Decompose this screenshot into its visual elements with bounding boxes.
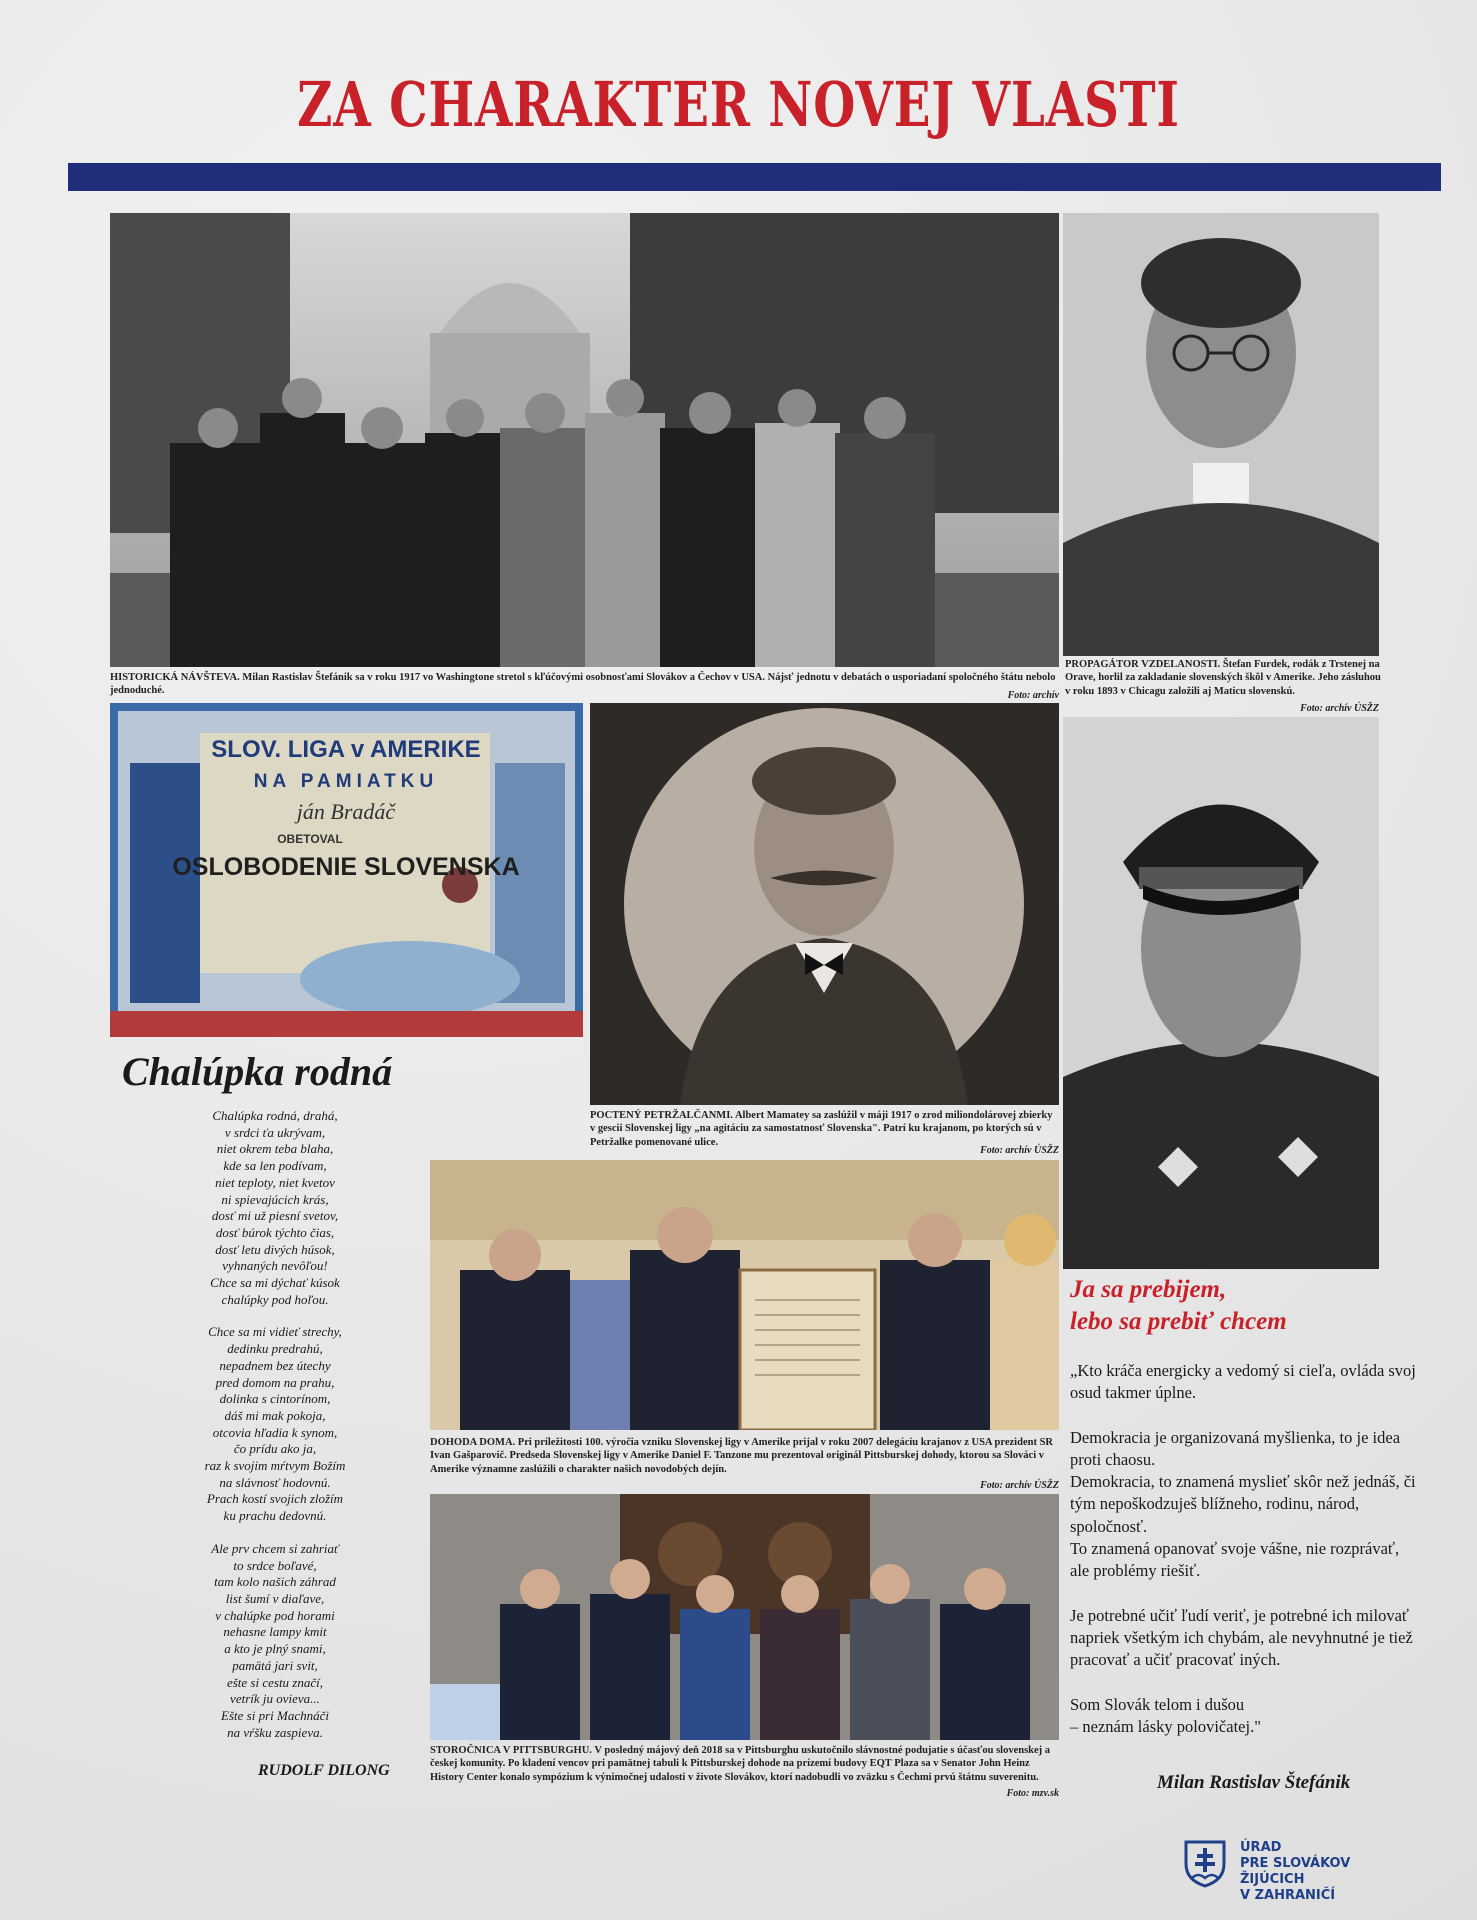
- quote-paragraph-2: Demokracia je organizovaná myšlienka, to je idea proti chaosu. Demokracia, to znamená myslieť skôr než jednáš, či tým nepoškodzuješ blížneho, rodinu, národ, spoločnosť. To znamená opanovať svoje vášne, nie rozprávať, ale problémy riešiť.: [1070, 1427, 1416, 1581]
- photo-washington-visit: [110, 213, 1059, 667]
- certificate-line-4: OBETOVAL: [277, 832, 343, 846]
- photo-slovak-league-certificate: [110, 703, 583, 1037]
- caption-mamatey: POCTENÝ PETRŽALČANMI. Albert Mamatey sa zaslúžil v máji 1917 o zrod miliondolárovej zbierky v gescii Slovenskej ligy „na agitáciu za samostatnosť Slovenska". Patrí ku krajanom, po ktorých sú v Petržalke pomenované ulice.: [590, 1110, 1053, 1148]
- credit-pittsburgh: Foto: mzv.sk: [1006, 1788, 1059, 1799]
- poem-title: Chalúpka rodná: [122, 1049, 393, 1094]
- credit-furdek: Foto: archív ÚSŽZ: [1300, 703, 1379, 714]
- coat-of-arms-icon: [1182, 1838, 1228, 1893]
- quote-author: Milan Rastislav Štefánik: [1157, 1772, 1351, 1793]
- photo-mamatey-portrait: [590, 703, 1059, 1105]
- office-logo-text: ÚRAD PRE SLOVÁKOV ŽIJÚCICH V ZAHRANIČÍ: [1240, 1840, 1351, 1903]
- quote-heading: Ja sa prebijem, lebo sa prebiť chcem: [1070, 1276, 1287, 1335]
- certificate-line-2: NA PAMIATKU: [253, 771, 439, 792]
- quote-paragraph-3: Je potrebné učiť ľudí veriť, je potrebné ich milovať napriek všetkým ich chybám, ale nevyhnutné je tiež pracovať a učiť pracovať iných.: [1070, 1605, 1413, 1670]
- quote-paragraph-1: „Kto kráča energicky a vedomý si cieľa, ovláda svoj osud takmer úplne.: [1070, 1361, 1416, 1403]
- poem-author: RUDOLF DILONG: [258, 1762, 390, 1779]
- credit-mamatey: Foto: archív ÚSŽZ: [980, 1145, 1059, 1156]
- credit-agreement: Foto: archív ÚSŽZ: [980, 1480, 1059, 1491]
- credit-washington: Foto: archív: [1007, 690, 1059, 701]
- photo-pittsburgh-centenary: [430, 1494, 1059, 1740]
- quote-paragraph-4: Som Slovák telom i dušou – neznám lásky polovičatej.": [1070, 1694, 1261, 1736]
- poem-body: [150, 1108, 400, 1757]
- photo-agreement-ceremony: [430, 1160, 1059, 1430]
- certificate-line-5: OSLOBODENIE SLOVENSKA: [172, 853, 520, 881]
- caption-pittsburgh: STOROČNICA V PITTSBURGHU. V posledný májový deň 2018 sa v Pittsburghu uskutočnilo slávnostné podujatie s účasťou slovenskej a českej komunity. Po kladení vencov pri pamätnej tabuli k Pittsburskej dohode na prízemí budovy EQT Plaza sa v Senator John Heinz History Center konalo sympózium k výnimočnej udalosti v živote Slovákov, ktorí nadobudli vo zväzku s Čechmi prvú štátnu suverenitu.: [430, 1745, 1051, 1783]
- poem-stanza-1: Chalúpka rodná, drahá, v srdci ťa ukrývam, niet okrem teba blaha, kde sa len podívam, niet teploty, niet kvetov ni spievajúcich krás, dosť mi už piesní svetov, dosť búrok týchto čias, dosť letu divých húsok, vyhnaných nevôľou! Chce sa mi dýchať kúsok chalúpky pod hoľou.: [210, 1108, 340, 1307]
- caption-washington: HISTORICKÁ NÁVŠTEVA. Milan Rastislav Štefánik sa v roku 1917 vo Washingtone stretol s kľúčovými osobnosťami Slovákov a Čechov v USA. Nájsť jednotu v debatách o usporiadaní spoločného štátu nebolo jednoduché.: [110, 672, 1056, 697]
- page-title: ZA CHARAKTER NOVEJ VLASTI: [297, 68, 1180, 141]
- photo-stefanik-portrait: [1063, 717, 1379, 1269]
- caption-agreement: DOHODA DOMA. Pri príležitosti 100. výročia vzniku Slovenskej ligy v Amerike prijal v roku 2007 delegáciu krajanov z USA prezident SR Ivan Gašparovič. Predseda Slovenskej ligy v Amerike Daniel F. Tanzone mu prezentoval originál Pittsburskej dohody, ktorou sa Slováci v Amerike významne zaslúžili o charakter našich novodobých dejín.: [430, 1437, 1053, 1475]
- poem-stanza-2: Chce sa mi vidieť strechy, dedinku predrahú, nepadnem bez útechy pred domom na prahu, dolinka s cintorínom, dáš mi mak pokoja, otcovia hľadia k synom, čo prídu ako ja, raz k svojim mŕtvym Božím na slávnosť hodovnú. Prach kostí svojich zložím ku prachu dedovnú.: [204, 1324, 346, 1524]
- caption-furdek: PROPAGÁTOR VZDELANOSTI. Štefan Furdek, rodák z Trstenej na Orave, horlil za zakladanie slovenských škôl v Amerike. Jeho zásluhou v roku 1893 v Chicagu založili aj Maticu slovenskú.: [1065, 659, 1381, 697]
- photo-furdek-portrait: [1063, 213, 1379, 656]
- certificate-line-3: ján Bradáč: [296, 799, 396, 824]
- poem-stanza-3: Ale prv chcem si zahriať to srdce boľavé, tam kolo našich záhrad list šumí v diaľave, v chalúpke pod horami nehasne lampy kmit a kto je plný snami, pamätá jari svit, ešte si cestu značí, vetrík ju ovieva... Ešte si pri Machnáči na vŕšku zaspieva.: [211, 1540, 339, 1740]
- quote-body: [1070, 1360, 1420, 1760]
- title-underline-bar: [68, 163, 1441, 191]
- certificate-line-1: SLOV. LIGA v AMERIKE: [211, 736, 481, 763]
